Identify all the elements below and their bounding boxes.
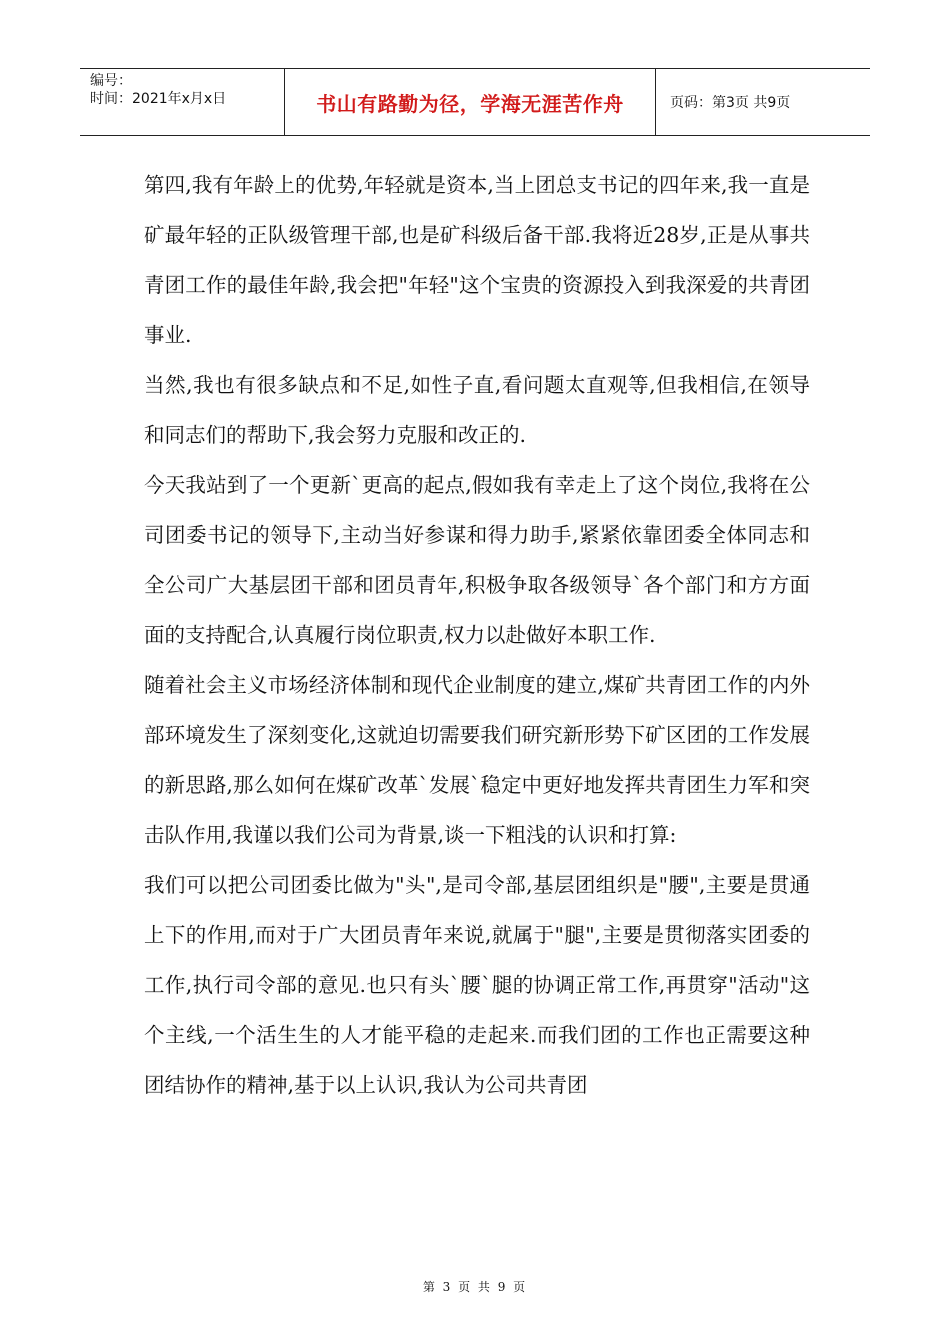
number-label: 编号：	[90, 73, 132, 89]
header-page-info: 页码：第3页 共9页	[670, 95, 791, 111]
page-footer: 第 3 页 共 9 页	[422, 1280, 528, 1294]
header-meta	[80, 69, 284, 135]
paragraph: 第四,我有年龄上的优势,年轻就是资本,当上团总支书记的四年来,我一直是矿最年轻的正队级管理干部,也是矿科级后备干部.我将近28岁,正是从事共青团工作的最佳年龄,我会把"年轻"这个宝贵的资源投入到我深爱的共青团事业.	[144, 173, 810, 347]
header-motto: 书山有路勤为径，学海无涯苦作舟	[284, 69, 656, 135]
paragraph: 随着社会主义市场经济体制和现代企业制度的建立,煤矿共青团工作的内外部环境发生了深刻变化,这就迫切需要我们研究新形势下矿区团的工作发展的新思路,那么如何在煤矿改革`发展`稳定中更好地发挥共青团生力军和突击队作用,我谨以我们公司为背景,谈一下粗浅的认识和打算:	[144, 673, 810, 847]
paragraph: 我们可以把公司团委比做为"头",是司令部,基层团组织是"腰",主要是贯通上下的作用,而对于广大团员青年来说,就属于"腿",主要是贯彻落实团委的工作,执行司令部的意见.也只有头`腰`腿的协调正常工作,再贯穿"活动"这个主线,一个活生生的人才能平稳的走起来.而我们团的工作也正需要这种团结协作的精神,基于以上认识,我认为公司共青团	[144, 873, 810, 1097]
document-body	[144, 160, 810, 1110]
paragraph: 今天我站到了一个更新`更高的起点,假如我有幸走上了这个岗位,我将在公司团委书记的领导下,主动当好参谋和得力助手,紧紧依靠团委全体同志和全公司广大基层团干部和团员青年,积极争取各级领导`各个部门和方方面面的支持配合,认真履行岗位职责,权力以赴做好本职工作.	[144, 473, 810, 647]
paragraph: 当然,我也有很多缺点和不足,如性子直,看问题太直观等,但我相信,在领导和同志们的帮助下,我会努力克服和改正的.	[144, 373, 810, 447]
document-header	[80, 68, 870, 136]
date-label: 时间：2021年x月x日	[90, 91, 227, 107]
